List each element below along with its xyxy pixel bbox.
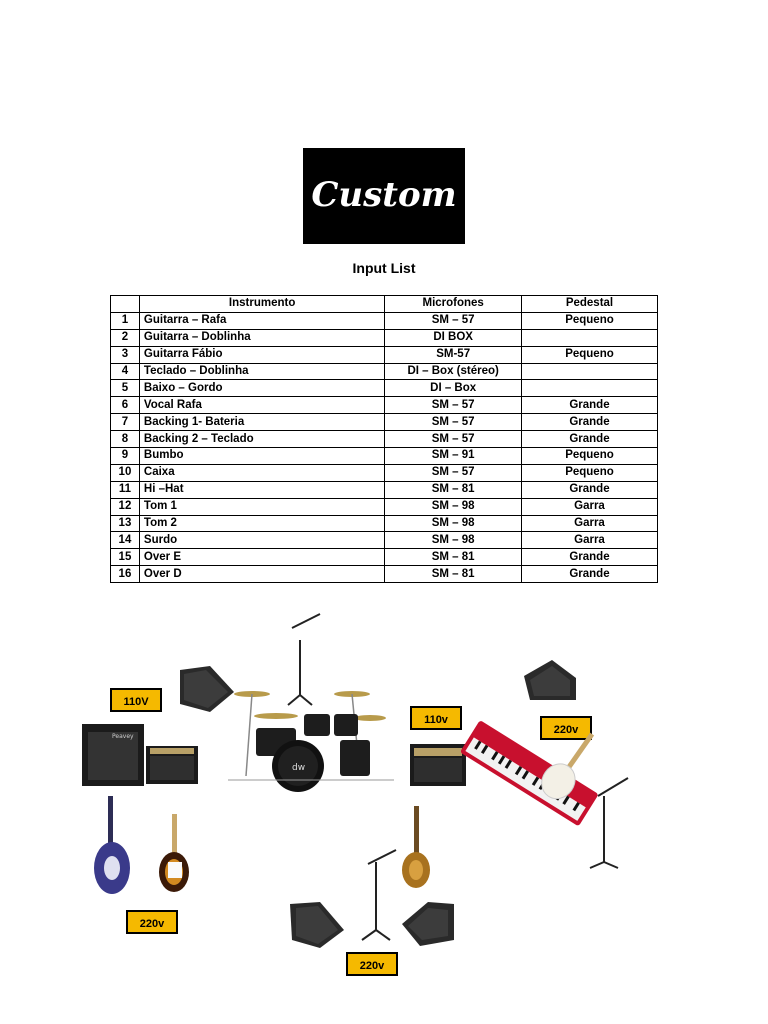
cell-pedestal: Garra <box>521 532 657 549</box>
drum-kit-icon <box>228 691 394 792</box>
table-row <box>111 498 658 515</box>
header-pedestal: Pedestal <box>521 296 657 313</box>
stage-monitor-icon <box>524 660 576 700</box>
cell-microfones: SM – 98 <box>385 498 522 515</box>
header-instrumento: Instrumento <box>139 296 384 313</box>
stage-monitor-icon <box>402 902 454 946</box>
cell-instrumento: Guitarra Fábio <box>139 346 384 363</box>
mic-stand-icon <box>288 614 320 705</box>
cell-pedestal: Grande <box>521 414 657 431</box>
cell-instrumento: Teclado – Doblinha <box>139 363 384 380</box>
table-row <box>111 363 658 380</box>
cell-microfones: SM – 57 <box>385 397 522 414</box>
bass-guitar-icon <box>94 796 130 894</box>
cell-microfones: DI BOX <box>385 329 522 346</box>
bass-amp-icon <box>82 724 144 786</box>
cell-number: 9 <box>111 448 140 465</box>
mic-stand-icon <box>362 850 396 940</box>
cell-instrumento: Surdo <box>139 532 384 549</box>
cell-pedestal: Pequeno <box>521 464 657 481</box>
cell-number: 11 <box>111 481 140 498</box>
cell-instrumento: Bumbo <box>139 448 384 465</box>
cell-pedestal: Pequeno <box>521 448 657 465</box>
cell-pedestal: Grande <box>521 566 657 583</box>
cell-number: 7 <box>111 414 140 431</box>
power-label-110v-drums: 110v <box>410 706 462 730</box>
table-row <box>111 397 658 414</box>
cell-number: 15 <box>111 549 140 566</box>
cell-pedestal: Garra <box>521 498 657 515</box>
cell-pedestal: Grande <box>521 431 657 448</box>
cell-number: 12 <box>111 498 140 515</box>
power-label-220v-left: 220v <box>126 910 178 934</box>
cell-microfones: SM – 81 <box>385 549 522 566</box>
cell-microfones: SM – 81 <box>385 481 522 498</box>
power-label-220v-center: 220v <box>346 952 398 976</box>
cell-instrumento: Hi –Hat <box>139 481 384 498</box>
cell-number: 4 <box>111 363 140 380</box>
cell-instrumento: Backing 2 – Teclado <box>139 431 384 448</box>
cell-number: 6 <box>111 397 140 414</box>
custom-logo <box>303 148 465 244</box>
logo-text: Custom <box>311 175 457 215</box>
cell-instrumento: Guitarra – Rafa <box>139 312 384 329</box>
cell-microfones: SM – 91 <box>385 448 522 465</box>
cell-pedestal <box>521 380 657 397</box>
table-row <box>111 448 658 465</box>
table-row <box>111 549 658 566</box>
cell-microfones: SM – 98 <box>385 515 522 532</box>
table-row <box>111 515 658 532</box>
table-row <box>111 380 658 397</box>
cell-pedestal: Pequeno <box>521 312 657 329</box>
table-row <box>111 464 658 481</box>
cell-pedestal <box>521 363 657 380</box>
cell-microfones: SM – 57 <box>385 464 522 481</box>
table-row <box>111 329 658 346</box>
stage-plot <box>0 600 768 1024</box>
table-row <box>111 414 658 431</box>
mic-stand-icon <box>590 778 628 868</box>
cell-instrumento: Over D <box>139 566 384 583</box>
cell-number: 3 <box>111 346 140 363</box>
cell-microfones: SM – 98 <box>385 532 522 549</box>
guitar-amp-icon <box>410 744 466 786</box>
electric-guitar-icon <box>402 806 430 888</box>
cell-number: 13 <box>111 515 140 532</box>
cell-instrumento: Baixo – Gordo <box>139 380 384 397</box>
cell-pedestal: Grande <box>521 549 657 566</box>
cell-number: 16 <box>111 566 140 583</box>
table-row <box>111 312 658 329</box>
guitar-amp-icon <box>146 746 198 784</box>
table-body <box>111 312 658 582</box>
cell-instrumento: Tom 2 <box>139 515 384 532</box>
cell-pedestal <box>521 329 657 346</box>
cell-instrumento: Caixa <box>139 464 384 481</box>
cell-microfones: SM – 57 <box>385 431 522 448</box>
cell-number: 5 <box>111 380 140 397</box>
cell-pedestal: Garra <box>521 515 657 532</box>
stage-monitor-icon <box>180 666 234 712</box>
power-label-110v-left: 110V <box>110 688 162 712</box>
table-row <box>111 346 658 363</box>
cell-number: 8 <box>111 431 140 448</box>
cell-number: 10 <box>111 464 140 481</box>
stage-monitor-icon <box>290 902 344 948</box>
cell-microfones: SM – 57 <box>385 312 522 329</box>
cell-number: 14 <box>111 532 140 549</box>
cell-number: 1 <box>111 312 140 329</box>
table-row <box>111 532 658 549</box>
cell-instrumento: Over E <box>139 549 384 566</box>
electric-guitar-icon <box>159 814 189 892</box>
page-title: Input List <box>352 260 416 276</box>
power-label-220v-keys: 220v <box>540 716 592 740</box>
cell-pedestal: Pequeno <box>521 346 657 363</box>
keyboard-icon <box>460 720 599 826</box>
table-row <box>111 481 658 498</box>
cell-pedestal: Grande <box>521 397 657 414</box>
cell-microfones: DI – Box <box>385 380 522 397</box>
cell-microfones: SM – 57 <box>385 414 522 431</box>
header-number <box>111 296 140 313</box>
cell-number: 2 <box>111 329 140 346</box>
cell-pedestal: Grande <box>521 481 657 498</box>
cell-microfones: SM – 81 <box>385 566 522 583</box>
input-list-table <box>110 295 658 583</box>
table-header-row <box>111 296 658 313</box>
table-row <box>111 566 658 583</box>
header-microfones: Microfones <box>385 296 522 313</box>
cell-microfones: SM-57 <box>385 346 522 363</box>
table-row <box>111 431 658 448</box>
svg-text:dw: dw <box>292 763 306 773</box>
cell-instrumento: Guitarra – Doblinha <box>139 329 384 346</box>
cell-instrumento: Backing 1- Bateria <box>139 414 384 431</box>
cell-instrumento: Tom 1 <box>139 498 384 515</box>
cell-instrumento: Vocal Rafa <box>139 397 384 414</box>
cell-microfones: DI – Box (stéreo) <box>385 363 522 380</box>
svg-text:Peavey: Peavey <box>112 733 134 740</box>
